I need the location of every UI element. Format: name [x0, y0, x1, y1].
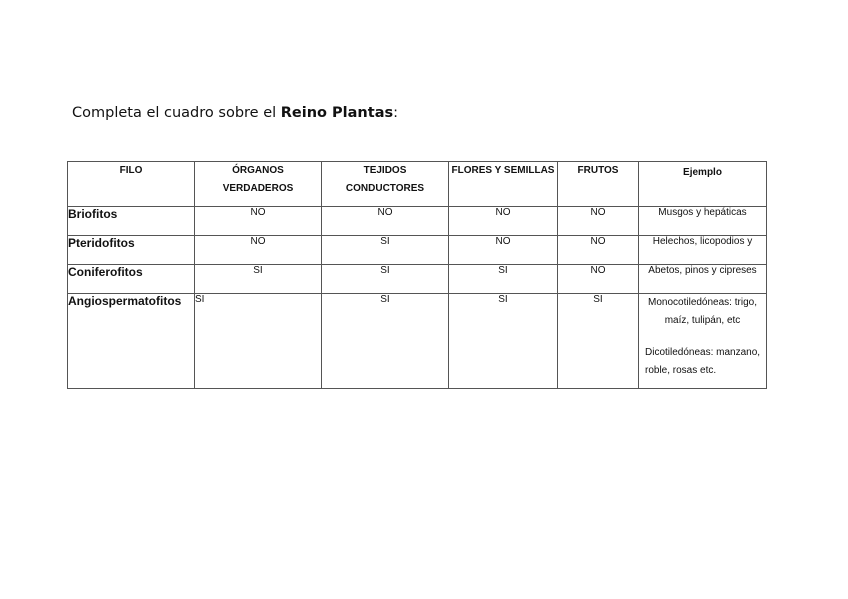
row-name: Angiospermatofitos	[68, 294, 195, 389]
heading-bold-term: Reino Plantas	[280, 105, 394, 121]
table-row	[68, 207, 767, 236]
row-name: Coniferofitos	[68, 265, 195, 294]
cell-frutos: SI	[558, 294, 639, 389]
heading-suffix: :	[393, 105, 398, 121]
ejemplo-monocotiledoneas: Monocotiledóneas: trigo, maíz, tulipán, etc	[648, 297, 757, 326]
cell-frutos: NO	[558, 236, 639, 265]
cell-flores: SI	[449, 294, 558, 389]
ejemplo-dicotiledoneas: Dicotiledóneas: manzano, roble, rosas etc.	[645, 347, 761, 376]
header-flores: FLORES Y SEMILLAS	[449, 162, 558, 207]
cell-tejidos: SI	[322, 236, 449, 265]
header-filo: FILO	[68, 162, 195, 207]
row-name: Pteridofitos	[68, 236, 195, 265]
cell-flores: NO	[449, 207, 558, 236]
header-ejemplo: Ejemplo	[639, 162, 767, 207]
instruction-heading	[72, 105, 398, 121]
table-header-row	[68, 162, 767, 207]
cell-frutos: NO	[558, 207, 639, 236]
cell-ejemplo: Musgos y hepáticas	[639, 207, 767, 236]
cell-tejidos: NO	[322, 207, 449, 236]
header-tejidos: TEJIDOS CONDUCTORES	[322, 162, 449, 207]
cell-tejidos: SI	[322, 294, 449, 389]
cell-ejemplo: Abetos, pinos y cipreses	[639, 265, 767, 294]
cell-organos: SI	[195, 294, 322, 389]
table-row	[68, 265, 767, 294]
cell-flores: SI	[449, 265, 558, 294]
heading-prefix: Completa el cuadro sobre el	[72, 105, 281, 121]
table-row	[68, 236, 767, 265]
cell-frutos: NO	[558, 265, 639, 294]
row-name: Briofitos	[68, 207, 195, 236]
cell-organos: NO	[195, 236, 322, 265]
plant-kingdom-table	[67, 161, 767, 389]
cell-organos: SI	[195, 265, 322, 294]
cell-ejemplo	[639, 294, 767, 389]
cell-ejemplo: Helechos, licopodios y	[639, 236, 767, 265]
table-row	[68, 294, 767, 389]
cell-organos: NO	[195, 207, 322, 236]
cell-tejidos: SI	[322, 265, 449, 294]
header-frutos: FRUTOS	[558, 162, 639, 207]
cell-flores: NO	[449, 236, 558, 265]
header-organos: ÓRGANOS VERDADEROS	[195, 162, 322, 207]
